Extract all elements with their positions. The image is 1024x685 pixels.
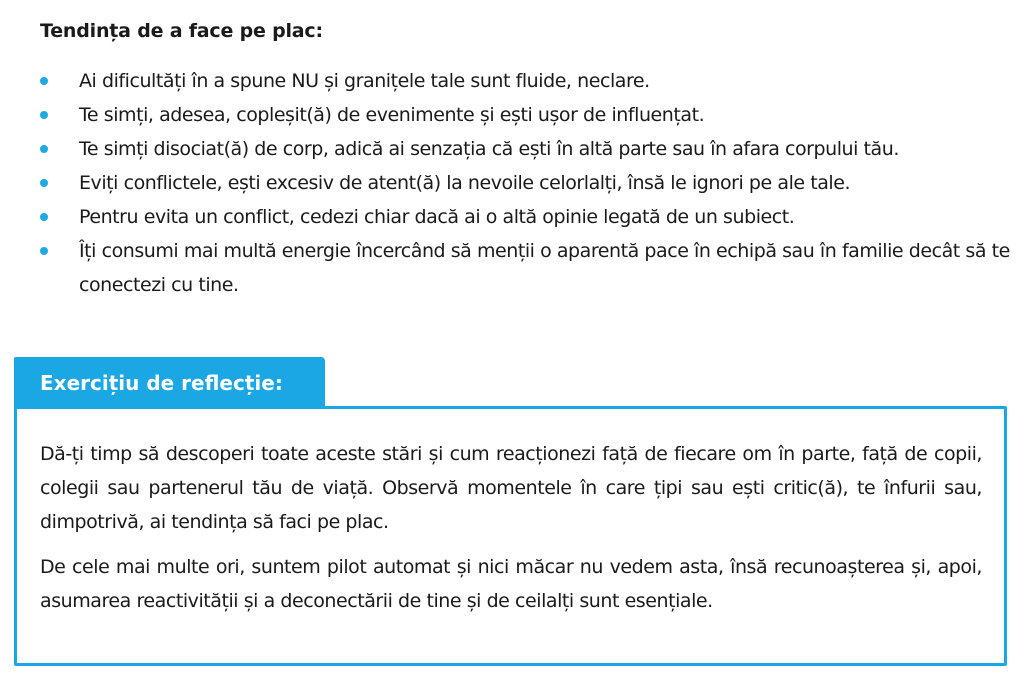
list-item: [40, 166, 1010, 200]
list-item: [40, 234, 1010, 302]
list-item-text: Te simți, adesea, copleșit(ă) de evenimente și ești ușor de influențat.: [79, 104, 705, 126]
reflection-paragraph: Dă-ți timp să descoperi toate aceste stări și cum reacționezi față de fiecare om în parte, față de copii, colegii sau partenerul tău de viață. Observă momentele în care țipi sau ești critic(ă), te înfurii sau, dimpotrivă, ai tendința să faci pe plac.: [40, 443, 982, 533]
list-item-text: Pentru evita un conflict, cedezi chiar dacă ai o altă opinie legată de un subiect.: [79, 206, 795, 228]
reflection-paragraph: De cele mai multe ori, suntem pilot automat și nici măcar nu vedem asta, însă recunoașterea și, apoi, asumarea reactivității și a deconectării de tine și de ceilalți sunt esențiale.: [40, 556, 982, 612]
section-heading: Tendința de a face pe plac:: [40, 20, 323, 42]
list-item-text: Ai dificultăți în a spune NU și granițele tale sunt fluide, neclare.: [79, 70, 650, 92]
list-item: [40, 98, 1010, 132]
bullet-icon: [40, 247, 48, 255]
list-item: [40, 132, 1010, 166]
list-item-text: Îți consumi mai multă energie încercând să menții o aparentă pace în echipă sau în familie decât să te conectezi cu tine.: [79, 240, 1010, 296]
list-item-text: Eviți conflictele, ești excesiv de atent(ă) la nevoile celorlalți, însă le ignori pe ale tale.: [79, 172, 851, 194]
bullet-icon: [40, 213, 48, 221]
reflection-tab: [14, 357, 325, 409]
list-item: [40, 200, 1010, 234]
bullet-icon: [40, 179, 48, 187]
bullet-icon: [40, 145, 48, 153]
reflection-title: Exercițiu de reflecție:: [40, 371, 283, 395]
bullet-icon: [40, 77, 48, 85]
tendency-list: [40, 64, 1010, 302]
list-item-text: Te simți disociat(ă) de corp, adică ai senzația că ești în altă parte sau în afara corpului tău.: [79, 138, 899, 160]
bullet-icon: [40, 111, 48, 119]
list-item: [40, 64, 1010, 98]
